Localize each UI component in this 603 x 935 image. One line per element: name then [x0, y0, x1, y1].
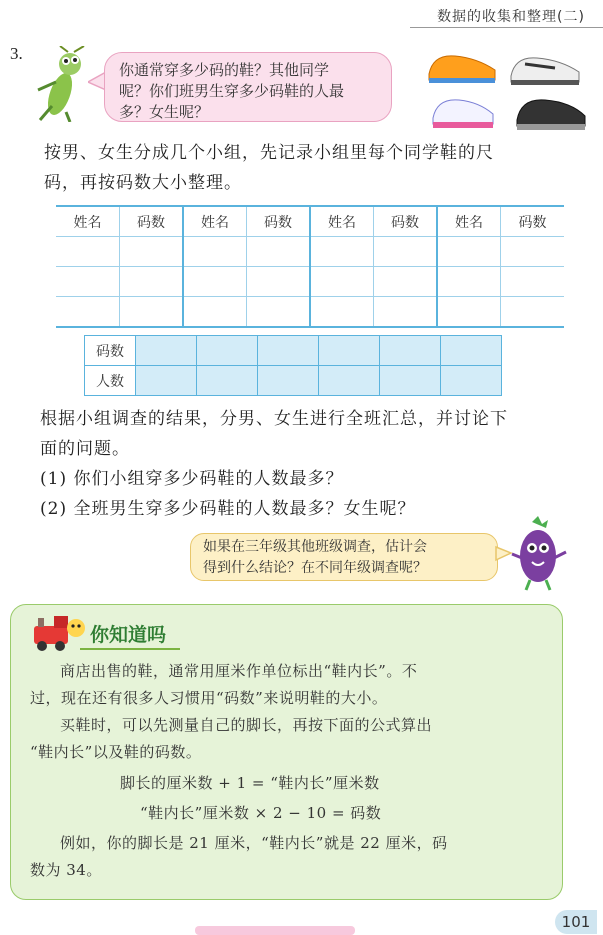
paragraph-line: 数为 34。	[30, 861, 102, 879]
blank-cell	[258, 366, 319, 396]
blank-cell	[183, 267, 247, 297]
blank-cell	[319, 336, 380, 366]
blank-cell	[247, 237, 311, 267]
eggplant-mascot-icon	[510, 516, 568, 592]
table-row	[85, 366, 502, 396]
blank-cell	[197, 366, 258, 396]
blank-cell	[258, 336, 319, 366]
bubble-line: 你通常穿多少码的鞋？其他同学	[119, 61, 330, 79]
blank-cell	[183, 297, 247, 328]
page-header-title: 数据的收集和整理(二)	[437, 9, 585, 25]
paragraph-line: 买鞋时，可以先测量自己的脚长，再按下面的公式算出	[60, 716, 433, 734]
did-you-know-title: 你知道吗	[90, 624, 167, 646]
paragraph-line: 面的问题。	[40, 439, 130, 459]
blank-cell	[374, 267, 438, 297]
blank-cell	[437, 267, 501, 297]
example-paragraph	[30, 830, 545, 884]
blank-cell	[247, 267, 311, 297]
extension-speech-bubble	[190, 533, 498, 581]
size-count-summary-table	[84, 335, 502, 396]
table-row	[56, 297, 564, 328]
footer-decoration	[195, 926, 355, 935]
blank-cell	[437, 297, 501, 328]
page-number: 101	[555, 910, 597, 934]
shoe-icon	[511, 58, 579, 85]
column-header: 码数	[374, 206, 438, 237]
info-paragraph-1	[30, 658, 545, 712]
header-rule	[410, 27, 603, 28]
blank-cell	[136, 366, 197, 396]
row-header: 码数	[85, 336, 136, 366]
question-speech-bubble	[104, 52, 392, 122]
discussion-paragraph	[40, 404, 580, 464]
shoe-icon	[429, 56, 495, 83]
bubble-line: 多？女生呢？	[119, 103, 210, 121]
blank-cell	[197, 336, 258, 366]
paragraph-line: 根据小组调查的结果，分男、女生进行全班汇总，并讨论下	[40, 409, 508, 429]
sub-question-1: (1) 你们小组穿多少码鞋的人数最多？	[40, 469, 344, 489]
bubble-line: 如果在三年级其他班级调查，估计会	[203, 539, 427, 555]
shoe-icon	[433, 100, 493, 128]
instruction-paragraph	[44, 138, 574, 198]
blank-cell	[319, 366, 380, 396]
blank-cell	[120, 267, 184, 297]
blank-cell	[247, 297, 311, 328]
blank-cell	[437, 237, 501, 267]
blank-cell	[120, 297, 184, 328]
blank-cell	[56, 267, 120, 297]
shoe-size-record-table	[56, 205, 564, 328]
formula-shoe-size: “鞋内长”厘米数 × 2 − 10 = 码数	[140, 804, 382, 822]
table-header-row	[56, 206, 564, 237]
blank-cell	[310, 267, 374, 297]
blank-cell	[501, 297, 565, 328]
paragraph-line: 码，再按码数大小整理。	[44, 173, 242, 193]
blank-cell	[501, 237, 565, 267]
column-header: 码数	[501, 206, 565, 237]
blank-cell	[501, 267, 565, 297]
paragraph-line: 商店出售的鞋，通常用厘米作单位标出“鞋内长”。不	[60, 662, 418, 680]
table-row	[56, 237, 564, 267]
blank-cell	[120, 237, 184, 267]
paragraph-line: 例如，你的脚长是 21 厘米，“鞋内长”就是 22 厘米，码	[60, 834, 448, 852]
column-header: 姓名	[183, 206, 247, 237]
info-paragraph-2	[30, 712, 545, 766]
question-number: 3.	[10, 44, 23, 63]
paragraph-line: 按男、女生分成几个小组，先记录小组里每个同学鞋的尺	[44, 143, 494, 163]
table-row	[56, 267, 564, 297]
bubble-line: 得到什么结论？在不同年级调查呢？	[203, 560, 427, 576]
paragraph-line: 过，现在还有很多人习惯用“码数”来说明鞋的大小。	[30, 689, 388, 707]
blank-cell	[374, 297, 438, 328]
title-underline	[80, 648, 180, 650]
blank-cell	[441, 366, 502, 396]
blank-cell	[56, 297, 120, 328]
shoes-illustration	[425, 44, 600, 136]
blank-cell	[136, 336, 197, 366]
column-header: 码数	[120, 206, 184, 237]
blank-cell	[183, 237, 247, 267]
blank-cell	[310, 237, 374, 267]
bubble-line: 呢？你们班男生穿多少码鞋的人最	[119, 82, 345, 100]
blank-cell	[380, 366, 441, 396]
column-header: 姓名	[437, 206, 501, 237]
paragraph-line: “鞋内长”以及鞋的码数。	[30, 743, 202, 761]
blank-cell	[310, 297, 374, 328]
blank-cell	[380, 336, 441, 366]
formula-foot-length: 脚长的厘米数 + 1 = “鞋内长”厘米数	[120, 774, 380, 792]
blank-cell	[374, 237, 438, 267]
column-header: 码数	[247, 206, 311, 237]
sub-question-2: (2) 全班男生穿多少码鞋的人数最多？女生呢？	[40, 499, 416, 519]
blank-cell	[441, 336, 502, 366]
blank-cell	[56, 237, 120, 267]
column-header: 姓名	[56, 206, 120, 237]
column-header: 姓名	[310, 206, 374, 237]
row-header: 人数	[85, 366, 136, 396]
table-row	[85, 336, 502, 366]
shoe-icon	[517, 100, 585, 130]
